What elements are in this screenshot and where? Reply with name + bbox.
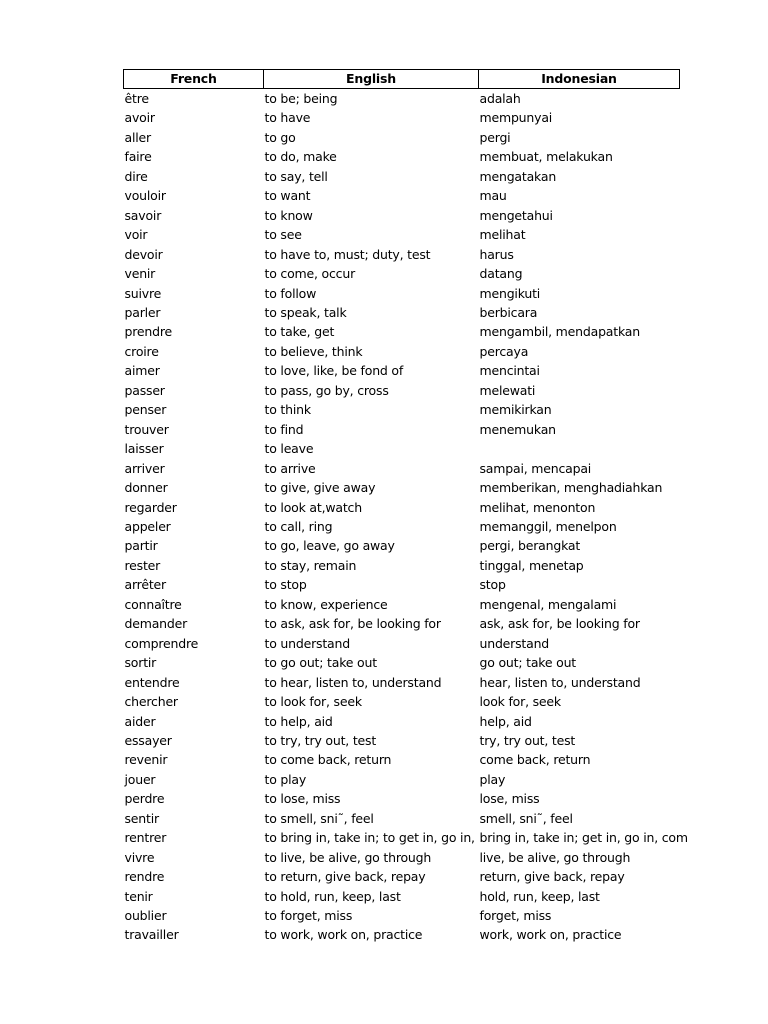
table-row — [124, 556, 680, 575]
table-row — [124, 303, 680, 322]
cell-english: to have to, must; duty, test — [264, 246, 431, 262]
cell-french: voir — [124, 227, 148, 243]
cell-french: être — [124, 91, 149, 106]
cell-indonesian: go out; take out — [479, 655, 577, 671]
cell-english: to leave — [264, 441, 314, 457]
cell-indonesian: hold, run, keep, last — [479, 888, 600, 904]
header-french: French — [124, 70, 264, 89]
cell-french: dire — [124, 168, 148, 184]
cell-english: to understand — [264, 635, 350, 651]
cell-english: to love, like, be fond of — [264, 363, 404, 379]
table-row — [124, 381, 680, 400]
cell-indonesian: ask, ask for, be looking for — [479, 616, 640, 632]
cell-french: aider — [124, 713, 156, 729]
table-row — [124, 750, 680, 769]
cell-english: to stay, remain — [264, 557, 357, 573]
table-row — [124, 731, 680, 750]
cell-english: to stop — [264, 577, 307, 593]
cell-french: savoir — [124, 207, 162, 223]
cell-indonesian: melihat — [479, 227, 526, 243]
cell-french: connaître — [124, 596, 182, 612]
table-row — [124, 828, 680, 847]
table-row — [124, 673, 680, 692]
cell-french: entendre — [124, 674, 180, 690]
table-row — [124, 245, 680, 264]
table-row — [124, 498, 680, 517]
table-row — [124, 517, 680, 536]
cell-english: to play — [264, 771, 307, 787]
cell-french: suivre — [124, 285, 162, 301]
table-row — [124, 692, 680, 711]
cell-indonesian: percaya — [479, 343, 529, 359]
cell-indonesian: pergi, berangkat — [479, 538, 581, 554]
cell-french: travailler — [124, 927, 179, 943]
cell-french: rentrer — [124, 830, 167, 846]
header-indonesian: Indonesian — [479, 70, 680, 89]
cell-english: to want — [264, 188, 311, 204]
table-row — [124, 108, 680, 127]
table-row — [124, 653, 680, 672]
cell-french: vouloir — [124, 188, 166, 204]
cell-french: arriver — [124, 460, 165, 476]
table-body — [124, 89, 688, 945]
table-row — [124, 225, 680, 244]
table-row — [124, 712, 680, 731]
cell-english: to come, occur — [264, 266, 356, 282]
cell-french: oublier — [124, 908, 167, 924]
cell-indonesian: bring in, take in; get in, go in, com — [479, 830, 688, 846]
table-row — [124, 459, 680, 478]
cell-english: to try, try out, test — [264, 732, 377, 748]
cell-indonesian: melewati — [479, 382, 536, 398]
cell-english: to do, make — [264, 149, 337, 165]
cell-english: to go out; take out — [264, 655, 377, 671]
cell-french: arrêter — [124, 577, 166, 593]
cell-english: to live, be alive, go through — [264, 849, 432, 865]
cell-english: to be; being — [264, 91, 338, 106]
table-row — [124, 634, 680, 653]
table-row — [124, 770, 680, 789]
cell-indonesian: mengetahui — [479, 207, 553, 223]
table-header — [124, 70, 680, 89]
cell-indonesian: memikirkan — [479, 402, 552, 418]
cell-indonesian: mengenal, mengalami — [479, 596, 617, 612]
cell-indonesian: forget, miss — [479, 908, 552, 924]
cell-english: to think — [264, 402, 311, 418]
cell-indonesian: tinggal, menetap — [479, 557, 584, 573]
cell-french: comprendre — [124, 635, 199, 651]
cell-french: croire — [124, 343, 159, 359]
cell-english: to lose, miss — [264, 791, 341, 807]
table-row — [124, 167, 680, 186]
table-row — [124, 906, 680, 925]
table-row — [124, 147, 680, 166]
cell-french: faire — [124, 149, 152, 165]
cell-indonesian: work, work on, practice — [479, 927, 622, 943]
cell-english: to ask, ask for, be looking for — [264, 616, 441, 632]
cell-french: sortir — [124, 655, 157, 671]
cell-indonesian: memberikan, menghadiahkan — [479, 480, 663, 496]
cell-indonesian: hear, listen to, understand — [479, 674, 641, 690]
cell-indonesian — [479, 439, 680, 458]
cell-indonesian: mempunyai — [479, 110, 553, 126]
cell-indonesian: harus — [479, 246, 514, 262]
cell-indonesian: menemukan — [479, 421, 556, 437]
cell-english: to smell, sni˜, feel — [264, 810, 374, 826]
cell-french: venir — [124, 266, 156, 282]
cell-english: to say, tell — [264, 168, 328, 184]
cell-french: avoir — [124, 110, 155, 126]
cell-indonesian: look for, seek — [479, 694, 561, 710]
cell-english: to follow — [264, 285, 317, 301]
table-row — [124, 89, 680, 109]
cell-indonesian: come back, return — [479, 752, 591, 768]
table-row — [124, 439, 680, 458]
cell-english: to return, give back, repay — [264, 869, 426, 885]
cell-english: to speak, talk — [264, 304, 347, 320]
cell-english: to have — [264, 110, 311, 126]
cell-french: revenir — [124, 752, 168, 768]
cell-english: to give, give away — [264, 480, 376, 496]
cell-french: passer — [124, 382, 165, 398]
table-row — [124, 361, 680, 380]
cell-french: jouer — [124, 771, 156, 787]
table-row — [124, 887, 680, 906]
cell-french: chercher — [124, 694, 178, 710]
table-row — [124, 925, 680, 944]
cell-indonesian: mengambil, mendapatkan — [479, 324, 640, 340]
cell-indonesian: stop — [479, 577, 506, 593]
cell-indonesian: return, give back, repay — [479, 869, 625, 885]
cell-english: to know — [264, 207, 313, 223]
table-row — [124, 595, 680, 614]
table-row — [124, 342, 680, 361]
cell-indonesian: berbicara — [479, 304, 538, 320]
cell-french: partir — [124, 538, 158, 554]
table-row — [124, 789, 680, 808]
cell-french: trouver — [124, 421, 169, 437]
cell-indonesian: smell, sni˜, feel — [479, 810, 573, 826]
cell-english: to hold, run, keep, last — [264, 888, 401, 904]
cell-french: donner — [124, 480, 168, 496]
cell-french: vivre — [124, 849, 155, 865]
cell-french: sentir — [124, 810, 159, 826]
cell-english: to pass, go by, cross — [264, 382, 389, 398]
table-row — [124, 478, 680, 497]
cell-french: appeler — [124, 518, 171, 534]
cell-french: aller — [124, 129, 151, 145]
cell-english: to see — [264, 227, 302, 243]
cell-french: devoir — [124, 246, 163, 262]
table-row — [124, 614, 680, 633]
cell-french: regarder — [124, 499, 177, 515]
cell-english: to find — [264, 421, 304, 437]
cell-french: rester — [124, 557, 161, 573]
table-row — [124, 867, 680, 886]
cell-indonesian: sampai, mencapai — [479, 460, 592, 476]
cell-indonesian: mau — [479, 188, 507, 204]
table-row — [124, 420, 680, 439]
cell-english: to work, work on, practice — [264, 927, 423, 943]
cell-french: essayer — [124, 732, 172, 748]
table-row — [124, 809, 680, 828]
cell-english: to call, ring — [264, 518, 333, 534]
vocabulary-table — [123, 69, 688, 945]
table-row — [124, 575, 680, 594]
cell-french: parler — [124, 304, 161, 320]
cell-french: laisser — [124, 441, 164, 457]
header-english: English — [264, 70, 479, 89]
table-row — [124, 400, 680, 419]
cell-french: perdre — [124, 791, 165, 807]
cell-french: prendre — [124, 324, 173, 340]
cell-english: to forget, miss — [264, 908, 353, 924]
table-row — [124, 848, 680, 867]
table-row — [124, 536, 680, 555]
table-row — [124, 264, 680, 283]
table-row — [124, 186, 680, 205]
cell-indonesian: live, be alive, go through — [479, 849, 631, 865]
table-row — [124, 322, 680, 341]
cell-english: to take, get — [264, 324, 335, 340]
cell-indonesian: try, try out, test — [479, 732, 576, 748]
cell-indonesian: mengatakan — [479, 168, 557, 184]
cell-indonesian: memanggil, menelpon — [479, 518, 617, 534]
cell-indonesian: lose, miss — [479, 791, 540, 807]
cell-french: aimer — [124, 363, 160, 379]
cell-indonesian: adalah — [479, 91, 521, 106]
cell-french: tenir — [124, 888, 153, 904]
cell-indonesian: melihat, menonton — [479, 499, 596, 515]
cell-french: rendre — [124, 869, 165, 885]
table-row — [124, 206, 680, 225]
cell-french: demander — [124, 616, 188, 632]
cell-indonesian: mencintai — [479, 363, 540, 379]
cell-french: penser — [124, 402, 167, 418]
cell-indonesian: membuat, melakukan — [479, 149, 613, 165]
cell-english: to help, aid — [264, 713, 333, 729]
cell-indonesian: understand — [479, 635, 550, 651]
table-row — [124, 284, 680, 303]
cell-indonesian: mengikuti — [479, 285, 541, 301]
cell-english: to know, experience — [264, 596, 388, 612]
cell-english: to look for, seek — [264, 694, 362, 710]
cell-indonesian: pergi — [479, 129, 511, 145]
table-row — [124, 128, 680, 147]
cell-english: to hear, listen to, understand — [264, 674, 442, 690]
cell-indonesian: datang — [479, 266, 523, 282]
cell-english: to go, leave, go away — [264, 538, 395, 554]
cell-english: to bring in, take in; to get in, go in, — [264, 830, 475, 846]
cell-english: to arrive — [264, 460, 316, 476]
header-row — [124, 70, 680, 89]
cell-indonesian: help, aid — [479, 713, 532, 729]
cell-english: to look at,watch — [264, 499, 362, 515]
cell-english: to believe, think — [264, 343, 363, 359]
cell-english: to go — [264, 129, 296, 145]
cell-indonesian: play — [479, 771, 506, 787]
cell-english: to come back, return — [264, 752, 392, 768]
